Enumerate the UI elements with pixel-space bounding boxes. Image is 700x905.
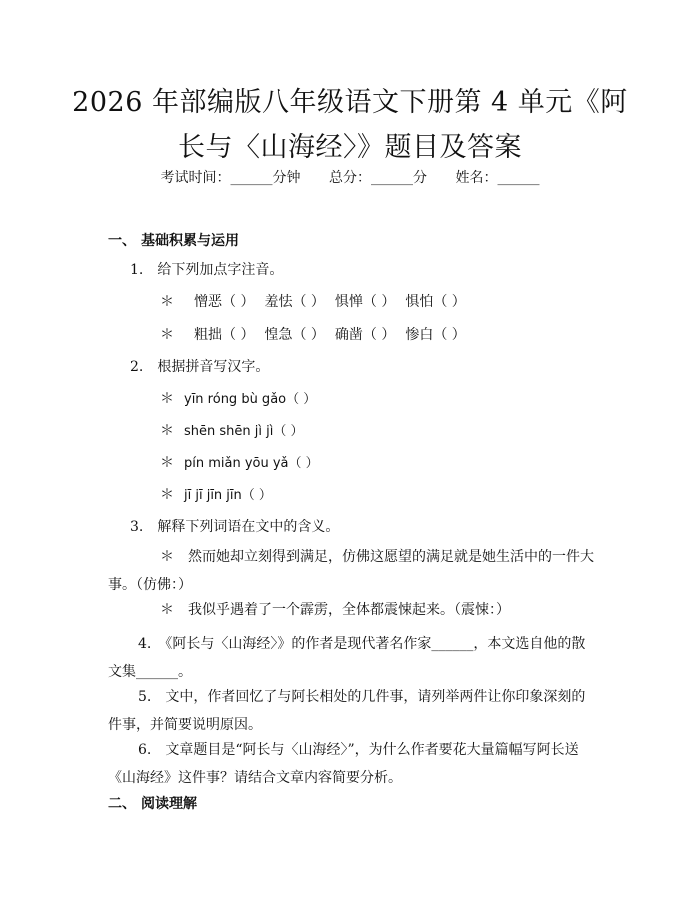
pinyin-item-3: ＊ pín miǎn yōu yǎ（ ） bbox=[160, 455, 319, 471]
page-title bbox=[60, 80, 640, 170]
question-5: 5. 文中，作者回忆了与阿长相处的几件事，请列举两件让你印象深刻的件事，并简要说明原因。 bbox=[108, 689, 586, 733]
exam-time: 考试时间：______分钟 bbox=[160, 170, 301, 186]
title-line-1: 2026 年部编版八年级语文下册第 4 单元《阿 bbox=[72, 87, 628, 118]
title-line-2: 长与〈山海经〉》题目及答案 bbox=[178, 132, 522, 163]
total-score: 总分：______分 bbox=[329, 170, 427, 186]
question-1-row-1: ＊ 憎恶（ ） 羞怯（ ） 惧惮（ ） 惧怕（ ） bbox=[160, 294, 466, 310]
pinyin-item-1: ＊ yīn róng bù gǎo（ ） bbox=[160, 391, 317, 407]
bullet: ＊ bbox=[160, 294, 174, 310]
question-3-item-2: ＊ 我似乎遇着了一个霹雳，全体都震悚起来。（震悚：） bbox=[160, 602, 510, 618]
student-name: 姓名：______ bbox=[455, 170, 540, 186]
pinyin-item-2: ＊ shēn shēn jì jì（ ） bbox=[160, 423, 304, 439]
question-3-item-1: ＊ 然而她却立刻得到满足，仿佛这愿望的满足就是她生活中的一件大事。（仿佛：） bbox=[108, 549, 594, 593]
question-1-row-2: ＊ 粗拙（ ） 惶急（ ） 确凿（ ） 惨白（ ） bbox=[160, 327, 466, 343]
question-4: 4. 《阿长与〈山海经〉》的作者是现代著名作家______，本文选自他的散文集______。 bbox=[108, 636, 586, 680]
question-6: 6. 文章题目是“阿长与〈山海经〉”，为什么作者要花大量篇幅写阿长送《山海经》这件事？请结合文章内容简要分析。 bbox=[108, 742, 579, 786]
question-3-stem: 3. 解释下列词语在文中的含义。 bbox=[130, 519, 340, 535]
question-2-stem: 2. 根据拼音写汉字。 bbox=[130, 359, 270, 375]
bullet: ＊ bbox=[160, 327, 174, 343]
question-1-stem: 1. 给下列加点字注音。 bbox=[130, 262, 284, 278]
section-heading-1: 一、 基础积累与运用 bbox=[108, 233, 239, 249]
exam-meta bbox=[0, 168, 700, 188]
pinyin-item-4: ＊ jī jī jīn jīn（ ） bbox=[160, 487, 272, 503]
section-heading-2: 二、 阅读理解 bbox=[108, 796, 197, 812]
